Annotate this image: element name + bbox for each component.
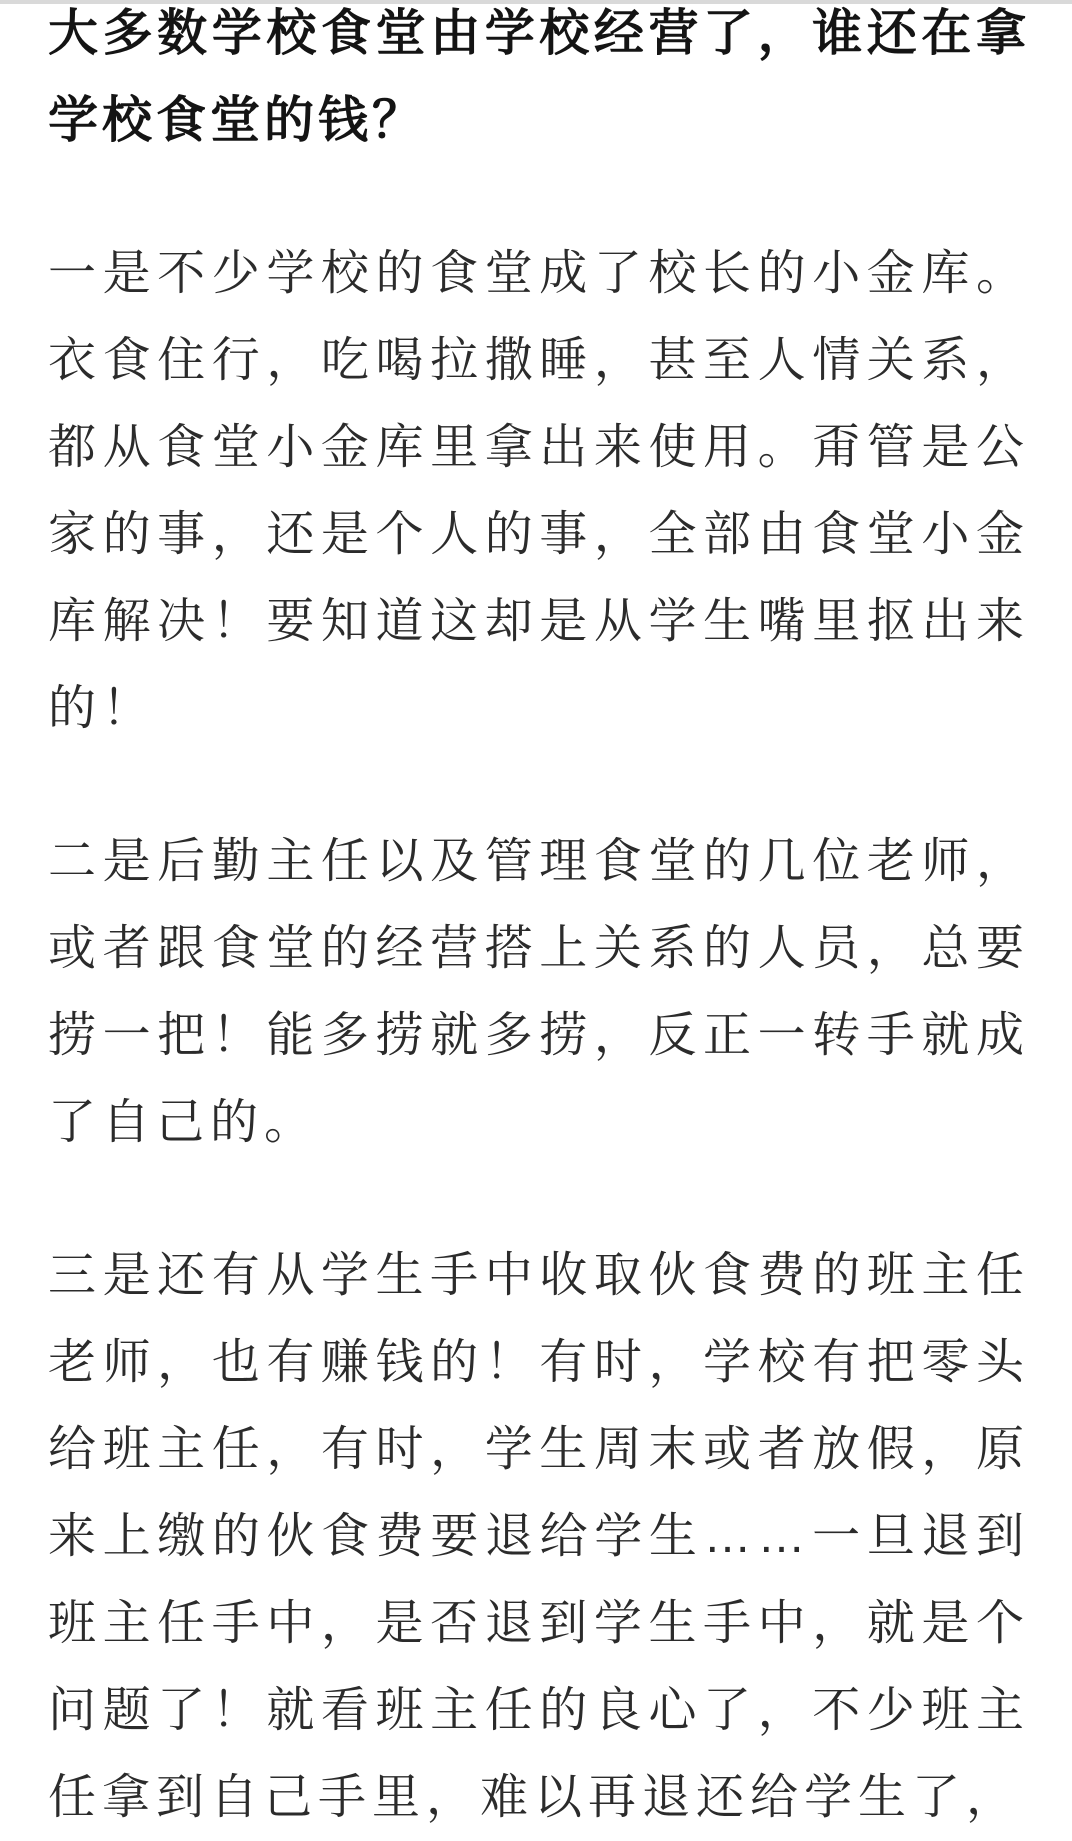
- article-paragraph-1: 一是不少学校的食堂成了校长的小金库。衣食住行，吃喝拉撒睡，甚至人情关系，都从食堂小金库里拿出来使用。甭管是公家的事，还是个人的事，全部由食堂小金库解决！要知道这却是从学生嘴里抠出来的！: [48, 247, 1030, 735]
- article-title: 大多数学校食堂由学校经营了，谁还在拿学校食堂的钱？: [48, 5, 1030, 148]
- article-paragraph-2: 二是后勤主任以及管理食堂的几位老师，或者跟食堂的经营搭上关系的人员，总要捞一把！能多捞就多捞，反正一转手就成了自己的。: [48, 835, 1030, 1149]
- article-paragraph-3: 三是还有从学生手中收取伙食费的班主任老师，也有赚钱的！有时，学校有把零头给班主任，有时，学生周末或者放假，原来上缴的伙食费要退给学生……一旦退到班主任手中，是否退到学生手中，就是个问题了！就看班主任的良心了，不少班主任拿到自己手里，难以再退还给学生了，: [48, 1249, 1030, 1824]
